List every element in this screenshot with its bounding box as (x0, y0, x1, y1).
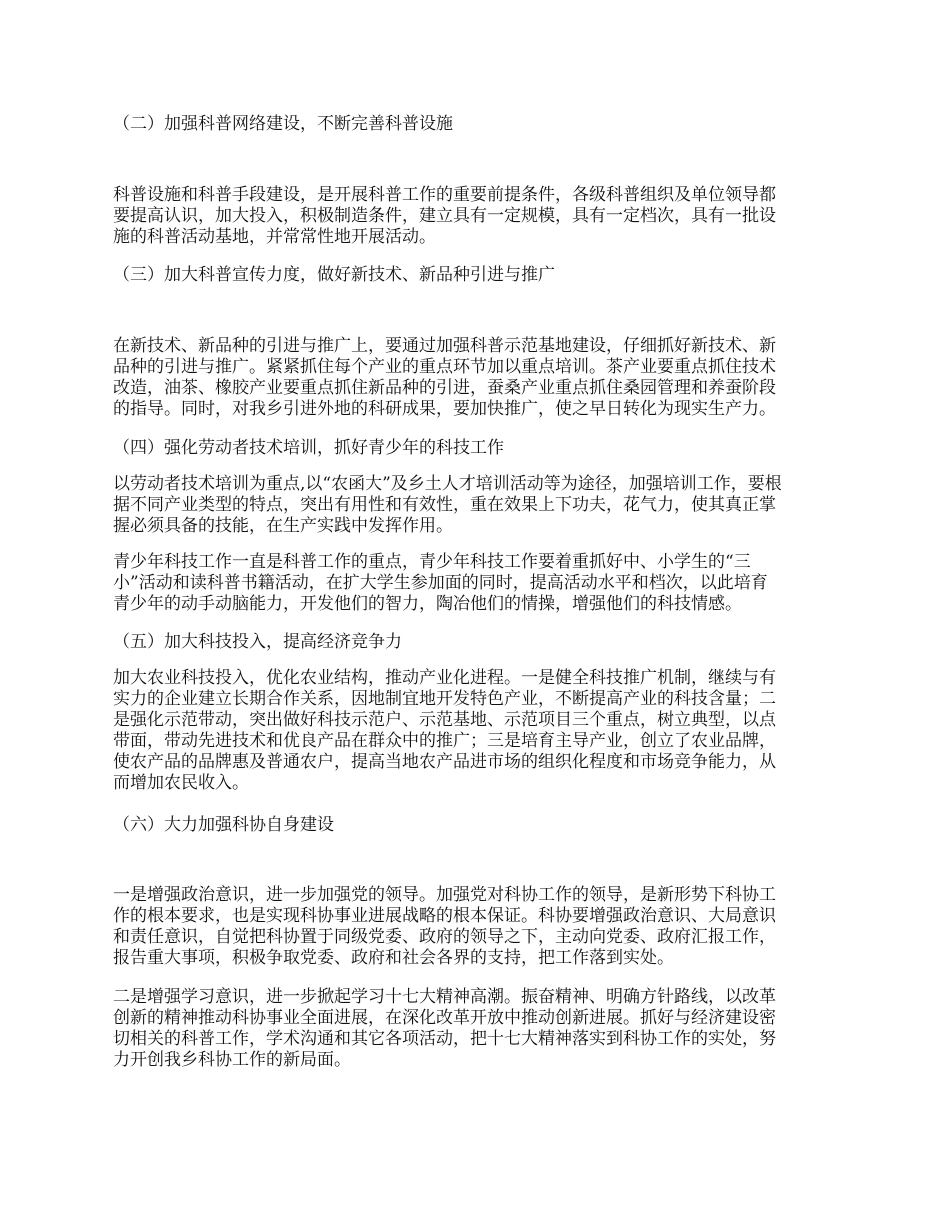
paragraph-line: 品种的引进与推广。紧紧抓住每个产业的重点环节加以重点培训。茶产业要重点抓住技术 (113, 357, 776, 377)
paragraph-line: 以劳动者技术培训为重点,以“农函大”及乡土人才培训活动等为途径，加强培训工作，要根 (113, 474, 782, 494)
paragraph-line: 要提高认识，加大投入，积极制造条件，建立具有一定规模，具有一定档次，具有一批设 (113, 206, 776, 226)
section-heading-5: （五）加大科技投入，提高经济竞争力 (113, 632, 402, 652)
paragraph-line: 切相关的科普工作，学术沟通和其它各项活动，把十七大精神落实到科协工作的实处，努 (113, 1029, 776, 1049)
paragraph-line: 二是增强学习意识，进一步掀起学习十七大精神高潮。振奋精神、明确方针路线，以改革 (113, 987, 776, 1007)
paragraph-line: 加大农业科技投入，优化农业结构，推动产业化进程。一是健全科技推广机制，继续与有 (113, 668, 776, 688)
paragraph-line: 作的根本要求，也是实现科协事业进展战略的根本保证。科协要增强政治意识、大局意识 (113, 906, 776, 926)
paragraph-line: 使农产品的品牌惠及普通农户，提高当地农产品进市场的组织化程度和市场竞争能力，从 (113, 752, 776, 772)
paragraph-line: 在新技术、新品种的引进与推广上，要通过加强科普示范基地建设，仔细抓好新技术、新 (113, 336, 776, 356)
paragraph-line: 力开创我乡科协工作的新局面。 (113, 1050, 351, 1070)
section-heading-6: （六）大力加强科协自身建设 (113, 815, 334, 835)
paragraph-line: 创新的精神推动科协事业全面进展，在深化改革开放中推动创新进展。抓好与经济建设密 (113, 1008, 776, 1028)
paragraph (113, 885, 839, 969)
paragraph-line: 施的科普活动基地，并常常性地开展活动。 (113, 227, 436, 247)
paragraph-line: 青少年科技工作一直是科普工作的重点，青少年科技工作要着重抓好中、小学生的“三 (113, 552, 751, 572)
paragraph (113, 987, 839, 1071)
paragraph-line: 报告重大事项，积极争取党委、政府和社会各界的支持，把工作落到实处。 (113, 948, 674, 968)
paragraph-line: 一是增强政治意识，进一步加强党的领导。加强党对科协工作的领导，是新形势下科协工 (113, 885, 776, 905)
paragraph (113, 552, 839, 615)
paragraph (113, 474, 839, 537)
section-heading-2: （二）加强科普网络建设，不断完善科普设施 (113, 114, 453, 134)
paragraph-line: 握必须具备的技能，在生产实践中发挥作用。 (113, 516, 453, 536)
paragraph-line: 小”活动和读科普书籍活动，在扩大学生参加面的同时，提高活动水平和档次，以此培育 (113, 573, 768, 593)
paragraph-line: 实力的企业建立长期合作关系，因地制宜地开发特色产业，不断提高产业的科技含量；二 (113, 689, 776, 709)
paragraph (113, 185, 839, 248)
paragraph-line: 的指导。同时，对我乡引进外地的科研成果，要加快推广，使之早日转化为现实生产力。 (113, 399, 776, 419)
section-heading-3: （三）加大科普宣传力度，做好新技术、新品种引进与推广 (113, 265, 555, 285)
paragraph-line: 青少年的动手动脑能力，开发他们的智力，陶冶他们的情操，增强他们的科技情感。 (113, 594, 742, 614)
paragraph-line: 据不同产业类型的特点，突出有用性和有效性，重在效果上下功夫，花气力，使其真正掌 (113, 495, 776, 515)
paragraph-line: 科普设施和科普手段建设，是开展科普工作的重要前提条件，各级科普组织及单位领导都 (113, 185, 776, 205)
paragraph-line: 是强化示范带动，突出做好科技示范户、示范基地、示范项目三个重点，树立典型，以点 (113, 710, 776, 730)
paragraph-line: 而增加农民收入。 (113, 773, 249, 793)
paragraph (113, 668, 839, 794)
paragraph (113, 336, 839, 420)
paragraph-line: 改造，油茶、橡胶产业要重点抓住新品种的引进，蚕桑产业重点抓住桑园管理和养蚕阶段 (113, 378, 776, 398)
paragraph-line: 带面，带动先进技术和优良产品在群众中的推广；三是培育主导产业，创立了农业品牌， (113, 731, 776, 751)
section-heading-4: （四）强化劳动者技术培训，抓好青少年的科技工作 (113, 438, 504, 458)
paragraph-line: 和责任意识，自觉把科协置于同级党委、政府的领导之下，主动向党委、政府汇报工作， (113, 927, 776, 947)
